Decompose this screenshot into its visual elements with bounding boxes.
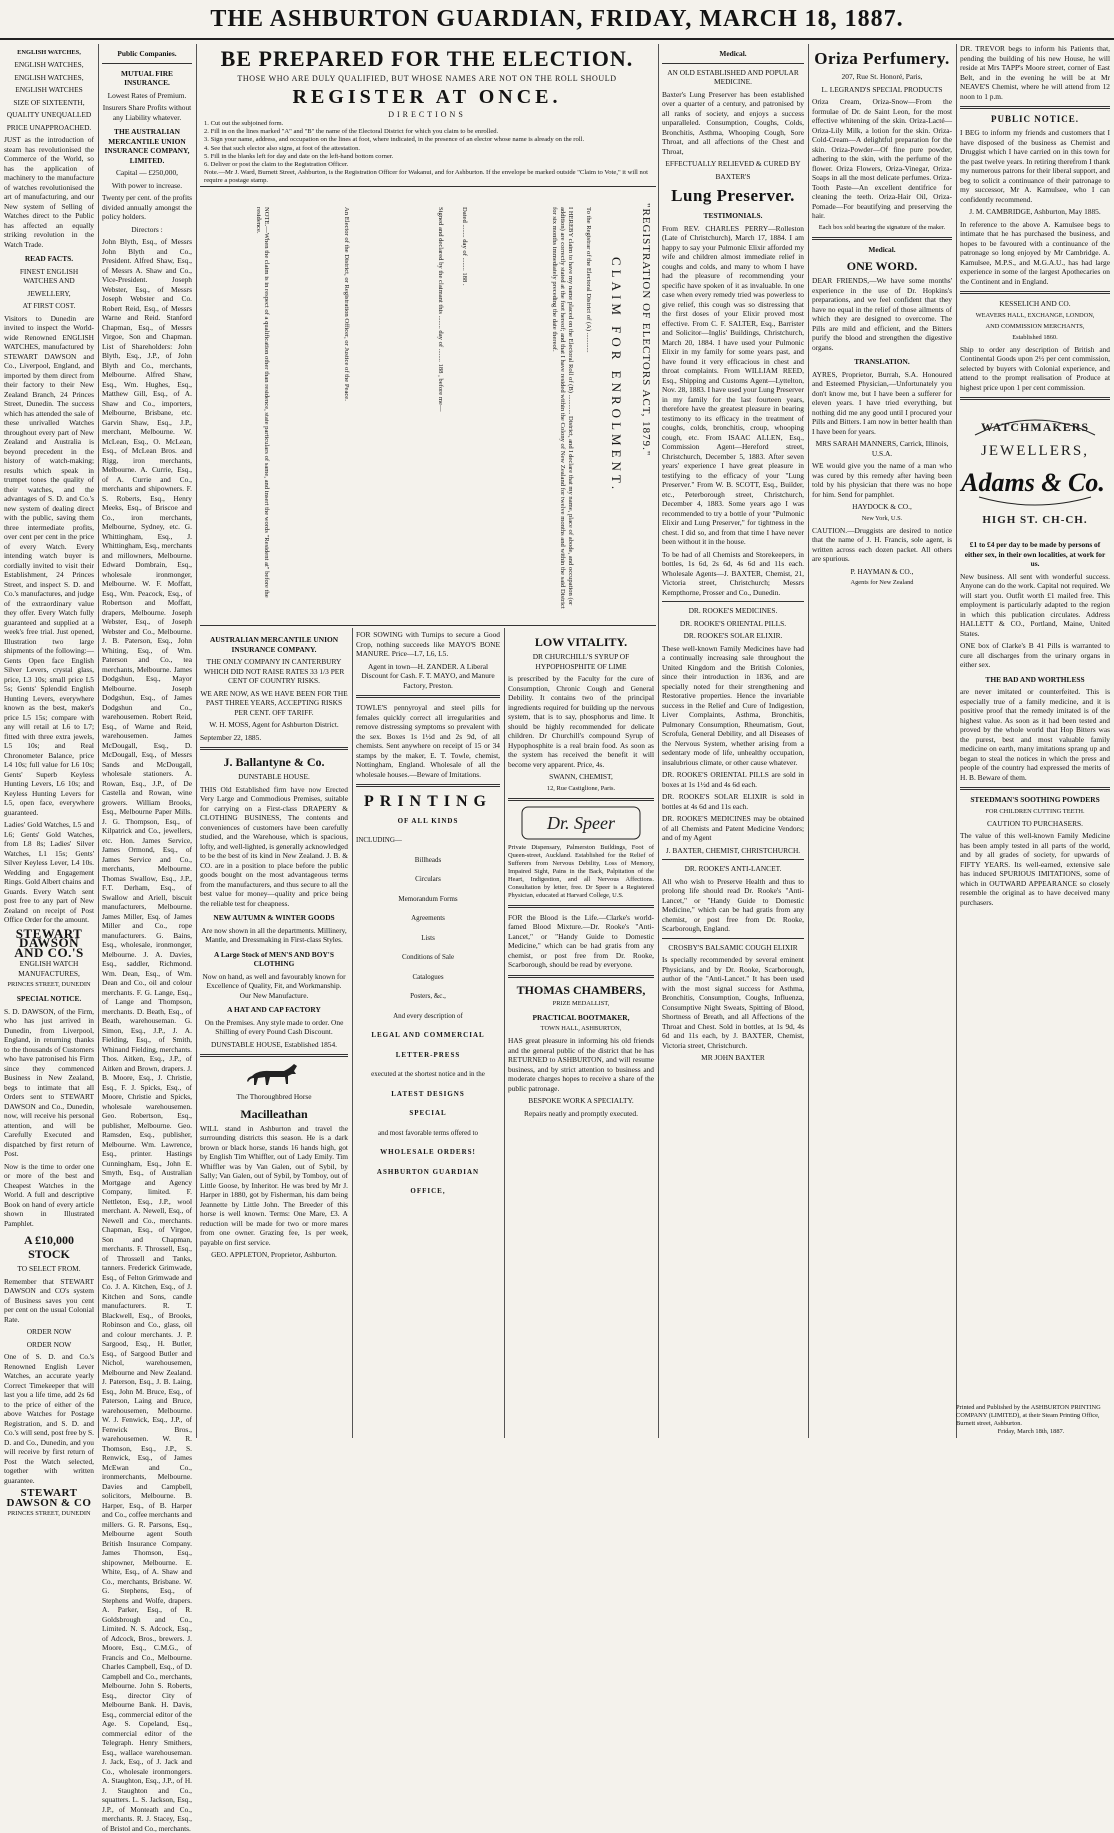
- ad-line: ENGLISH WATCH MANUFACTURES,: [18, 959, 80, 978]
- direction-item: 6. Deliver or post the claim to the Registration Officer.: [204, 161, 349, 169]
- ad-text: JUST as the introduction of steam has revolutionised the Commerce of the World, so has the application of machinery to the manufacture of watches revolutionised the art of manufacturing, and our New system of Selling of Watches direct to the Public has affected an equally striking revolution in the Watch Trade.: [4, 135, 94, 249]
- dawson-logo: STEWART DAWSON AND CO.'S: [14, 925, 84, 960]
- print-item: Catalogues: [412, 972, 444, 981]
- ad-line: BESPOKE WORK A SPECIALTY.: [528, 1096, 634, 1105]
- ad-line: CAUTION TO PURCHASERS.: [986, 818, 1084, 828]
- ad-head: £1 to £4 per day to be made by persons of either sex, in their own localities, at work for us.: [964, 540, 1106, 568]
- ad-head: ENGLISH WATCHES,: [14, 72, 84, 82]
- claim-witness: An Elector of the District, or Registration Officer, or Justice of the Peace.: [343, 207, 350, 401]
- ad-text: To be had of all Chemists and Storekeepers, in bottles, 1s 6d, 2s 6d, 4s 6d and 11s each. Wholesale Agents—J. BAXTER, Chemist, 21, Victoria street, Christchurch; Messrs Kempthorne, Prosser and Co., Dunedin.: [662, 549, 804, 597]
- ad-text: S. D. DAWSON, of the Firm, who has just arrived in Dunedin, from Liverpool, England, in returning thanks to the thousands of Customers who have patronised his Firm since they commenced Business in New Zealand, begs to intimate that all Orders sent to STEWART DAWSON and Co., Dunedin, now, will receive his personal attention, and will be Carefully Executed and dispatched by first return of Post.: [4, 1006, 94, 1158]
- column-perfumery: [812, 44, 952, 1438]
- ad-line: SIZE OF SIXTEENTH,: [13, 97, 85, 107]
- ad-line: DUNSTABLE HOUSE, Established 1854.: [210, 1039, 338, 1049]
- ad-text: Oriza Cream, Oriza-Snow—From the formulae of Dr. de Saint Leon, for the most effective whitening of the skin. Oriza-Lacté—Oriza-Lily Milk, a lotion for the skin. Oriza-Cold-Cream—A delightful preparation for the skin. Oriza-Powder—Of fine pure powder, adhering to the skin, with the perfume of the flower. Oriza Flowers, Oriza-Vinegar, Oriza-Soaps in all the most delicate perfumes. Oriza-Tooth Paste—An excellent dentifrice for cleaning the teeth. Oriza-Hair Oil, Oriza-Pomade—For beautifying and preserving the hair.: [812, 97, 952, 220]
- ad-head: TRANSLATION.: [854, 357, 910, 366]
- ad-line: ORDER NOW: [26, 1327, 72, 1336]
- claim-note: NOTE.—When the claim is in respect of a qualification other than residence, state particulars of same, and insert the words "Resident at" before the residence.: [255, 207, 270, 598]
- ad-line: FINEST ENGLISH WATCHES AND: [19, 266, 79, 285]
- print-item: Lists: [421, 933, 435, 942]
- ad-line: Agent in town—H. ZANDER. A Liberal Discount for Cash. F. T. MAYO, and Manure Factory, Preston.: [361, 661, 495, 690]
- ad-text: Now is the time to order one or more of the best and Cheapest Watches in the World. A full and descriptive Book on hand of every article shown in Illustrated Pamphlet.: [4, 1161, 94, 1228]
- adams-address: HIGH ST. CH-CH.: [982, 514, 1088, 526]
- ad-text: AYRES, Proprietor, Burrah, S.A. Honoured and Esteemed Physician,—Unfortunately you don't know me, but I have been a sufferer for eleven years. I have tried everything, but nothing did me any good until I procured your Pills and Bitters. I am now in better health than I have been for years.: [812, 369, 952, 436]
- ad-head: THE BAD AND WORTHLESS: [985, 674, 1085, 684]
- ad-line: DR. ROOKE'S ORIENTAL PILLS.: [679, 618, 787, 628]
- ad-head: TESTIMONIALS.: [703, 211, 763, 220]
- ad-head: STEEDMAN'S SOOTHING POWDERS: [970, 795, 1100, 804]
- ad-line: AN OLD ESTABLISHED AND POPULAR MEDICINE.: [667, 67, 799, 86]
- ad-line: September 22, 1885.: [200, 732, 262, 742]
- direction-item: 5. Fill in the blanks left for day and date on the left-hand bottom corner.: [204, 152, 394, 160]
- ad-text: These well-known Family Medicines have had a continually increasing sale throughout the United Kingdom and the British Colonies, since their introduction in 1836, and are specially noted for their strengthening and Restorative properties. Hence the invariable success in the Relief and Cure of Indigestion, Liver Complaints, Asthma, Bronchitis, Pulmonary Consumption, Rheumatism, Gout, Scrofula, General Debility, and all Diseases of the Nervous System, whether arising from a sedentary mode of life, unhealthy occupation, insalubrious climate, or other cause whatever.: [662, 643, 804, 767]
- print-line: INCLUDING—: [356, 836, 402, 844]
- section-head: Public Companies.: [117, 49, 177, 58]
- section-head: Medical.: [719, 49, 747, 58]
- ad-head: SPECIAL NOTICE.: [16, 994, 82, 1003]
- ad-line: DR. ROOKE'S ANTI-LANCET.: [684, 864, 782, 873]
- print-item: Conditions of Sale: [401, 953, 455, 961]
- kicker: ENGLISH WATCHES,: [17, 49, 81, 56]
- ad-line: 207, Rue St. Honoré, Paris,: [841, 72, 923, 81]
- ad-text: DR. ROOKE'S SOLAR ELIXIR is sold in bottles at 4s 6d and 11s each.: [662, 792, 804, 811]
- directions-list: [204, 120, 652, 186]
- printing-heading: PRINTING: [363, 793, 492, 810]
- ad-text: In reference to the above A. Kamulsee begs to intimate that he has purchased the business, and hopes to be favoured with a continuance of the patronage so long enjoyed by Mr Cambridge. A. Kamulsee, M.P.S., and M.G.A.U., has had large experience in some of the largest Apothecaries on the Continent and in England.: [960, 219, 1110, 286]
- print-item: Circulars: [415, 875, 441, 883]
- ad-head: AUSTRALIAN MERCANTILE UNION INSURANCE COMPANY.: [209, 635, 339, 654]
- speer-logo: [521, 806, 641, 840]
- ad-text: Ship to order any description of British and Continental Goods upon 2½ per cent commission, selected by buyers with Colonial experience, and attend to the prompt realisation of Produce at highest price upon 1 per cent commission.: [960, 344, 1110, 392]
- ad-head: Oriza Perfumery.: [814, 49, 950, 68]
- ad-text: From REV. CHARLES PERRY—Rolleston (Late of Christchurch), March 17, 1884. I am happy to say your Pulmonic Elixir afforded my wife and children almost immediate relief in coughs and colds, and many to whom I have had the pleasure of recommending your specific have spoken of it as invaluable. In one case when every remedy tried was powerless to give relief, this cough was so distressing that the first doses of your Elixir proved most effective. From C. F. SALTER, Esq., Barrister and Solicitor—Inglis' Buildings, Christchurch, March 20, 1884. I have used your Pulmonic Elixir in my family for some years past, and have found it very efficacious in chest and throat complaints. From WILLIAM REED, Esq., Shipping and Customs Agent—Lyttelton, Nov. 28, 1883. I have used your Lung Preserver in my family for the last fourteen years, therefore have the greatest pleasure in bearing testimony to its efficacy in the treatment of coughs, colds, bronchitis, croup, whooping cough, etc. From ISAAC ALLEN, Esq., Commission Agent—Hereford street, Christchurch, December 5, 1883. After seven years' experience I have great pleasure in testifying to the efficacy of your "Lung Preserver." From W. B. SCOTT, Esq., Builder, etc., Peterborough street, Christchurch, December 4, 1883. Some years ago I was recommended to try a bottle of your "Pulmonic Elixir and Lung Preserver," for tightness in the chest. I did so, and from that time I have never been without it in the house.: [662, 223, 804, 546]
- ad-line: GEO. APPLETON, Proprietor, Ashburton.: [211, 1250, 337, 1259]
- ad-line: BAXTER'S: [715, 171, 751, 181]
- ad-text: Baxter's Lung Preserver has been established over a quarter of a century, and patronised by all ranks of society, and enjoys a success unparalleled. Consumption, Coughs, Colds, Bronchitis, Asthma, Whooping Cough, Sore Throat, and all affections of the Chest and Throat,: [662, 89, 804, 156]
- ad-line: J. BAXTER, CHEMIST, CHRISTCHURCH.: [665, 845, 801, 855]
- ad-text: TOWLE'S pennyroyal and steel pills for females quickly correct all irregularities and remove distressing symptoms so prevalent with the sex. Boxes 1s 1½d and 2s 9d, of all chemists. Sent anywhere on receipt of 15 or 34 stamps by the maker, E. T. Towle, chemist, Nottingham, England. Wholesale of all the wholesale houses.—Beware of Imitations.: [356, 703, 500, 779]
- ad-line: The Thoroughbred Horse: [236, 1092, 312, 1101]
- masthead: [0, 0, 1114, 40]
- ad-text: Visitors to Dunedin are invited to inspect the World-wide Renowned ENGLISH WATCHES, manufactured by STEWART DAWSON and Co., Liverpool, England, and imported by them direct from their factory to their New Zealand Branch, 24 Princes Street, Dunedin. The success which has attended the sale of these unrivalled Watches throughout every part of New Zealand and Australia is beyond precedent in the history of watch-making; results which speak in trumpet tones the quality of their watches, and the advantages of S. D. and Co.'s new system of dealing direct with the public, saving them three intermediate profits, over cent per cent in the price of every Watch. Every intending watch buyer is cordially invited to visit their Establishment, 24 Princes Street, and inspect S. D. and Co.'s manufactures, and judge of the extraordinary value they offer. Every Watch fully guaranteed and supplied at a week's free trial. Just opened, Illustration two large shipments of the following:—Gents Open face English Silver Levers, crystal glass, price, L3 10s; small price L5 5s; Gents' Splendid English Hunting Levers, everywhere known as the best, maker's price L5 15s; compare with any will retail at L6 to L7; fitted with three extra jewels, L5 10s; and Real Chronometer Balance, price L4 10s; full value for L6 10s; Gents' Superb Keyless Hunting Levers, L6 10s; and Keyless Hunting Levers for L5, open face, everywhere guaranteed.: [4, 313, 94, 817]
- ad-line: EFFECTUALLY RELIEVED & CURED BY: [665, 159, 801, 168]
- print-line: LEGAL AND COMMERCIAL: [371, 1031, 485, 1039]
- print-item: Agreements: [411, 914, 445, 922]
- column-rule: [956, 44, 957, 1438]
- ad-head: ENGLISH WATCHES,: [14, 60, 84, 69]
- ad-head: PRACTICAL BOOTMAKER,: [532, 1012, 630, 1022]
- adams-jewellers-logo: [961, 405, 1105, 535]
- ad-head: Lung Preserver.: [671, 186, 795, 205]
- ad-line: TOWN HALL, ASHBURTON,: [540, 1025, 622, 1032]
- horse-name: Macilleathan: [240, 1106, 308, 1121]
- print-item: Billheads: [414, 855, 442, 864]
- print-line: and most favorable terms offered to: [378, 1128, 478, 1137]
- ad-line: Lowest Rates of Premium.: [107, 90, 187, 100]
- ad-head: THE AUSTRALIAN MERCANTILE UNION INSURANCE COMPANY, LIMITED.: [104, 127, 190, 165]
- print-line: SPECIAL: [409, 1109, 447, 1117]
- print-line: WHOLESALE ORDERS!: [380, 1148, 476, 1156]
- print-line: OFFICE,: [410, 1187, 446, 1195]
- print-line: LATEST DESIGNS: [391, 1089, 465, 1098]
- section-head: Medical.: [868, 244, 896, 254]
- column-rule: [196, 44, 197, 1438]
- ad-line: MR JOHN BAXTER: [701, 1053, 765, 1062]
- column-medical: [662, 44, 804, 1438]
- ad-line: DUNSTABLE HOUSE.: [238, 772, 310, 781]
- ad-line: JEWELLERY,: [27, 288, 71, 298]
- ad-text: DR. ROOKE'S MEDICINES may be obtained of all Chemists and Patent Medicine Vendors; and of my Agent: [662, 814, 804, 842]
- ad-head: PUBLIC NOTICE.: [990, 114, 1079, 124]
- ad-line: SWANN, CHEMIST,: [549, 772, 613, 781]
- ad-line: Capital — £250,000,: [116, 168, 178, 177]
- ad-head: A Large Stock of MEN'S AND BOY'S CLOTHING: [214, 949, 334, 968]
- ad-line: HAYDOCK & CO.,: [852, 502, 912, 511]
- ad-head: LOW VITALITY.: [534, 635, 628, 649]
- claim-signed: Signed and declared by the claimant this ........ day of ........ 188 , before me—: [437, 207, 444, 412]
- claim-title: CLAIM FOR ENROLMENT.: [609, 257, 624, 494]
- direction-item: 3. Sign your name, address, and occupation on the lines at foot, where indicated, in the presence of an elector whose name is already on the roll.: [204, 136, 585, 144]
- ad-line: W. H. MOSS, Agent for Ashburton District.: [209, 720, 339, 729]
- print-item: Memorandum Forms: [398, 894, 458, 903]
- ad-head: READ FACTS.: [24, 254, 74, 263]
- ad-text: Private Dispensary, Palmerston Buildings, Foot of Queen-street, Auckland. Established for the Relief of Sufferers from Nervous Debility, Loss of Memory, Impaired Sight, Pains in the Back, Palpitation of the Heart, Indigestion, and all Nervous Affections. Consultation by letter, free. Dr Speer is a Registered Physician, educated at Harvard College, U.S.: [508, 843, 654, 899]
- column-rule: [352, 628, 353, 1438]
- print-item: Posters, &c.,: [410, 992, 446, 1000]
- direction-item: 2. Fill in on the lines marked "A" and "B" the name of the Electoral District for which you claim to be enrolled.: [204, 128, 499, 136]
- ad-head: THOMAS CHAMBERS,: [516, 982, 646, 997]
- print-line: ASHBURTON GUARDIAN: [376, 1167, 480, 1176]
- ad-text: FOR the Blood is the Life.—Clarke's world-famed Blood Mixture.—Dr. Rooke's "Anti-Lancet," or "Handy Guide to Domestic Medicine," which can be had gratis from any chemist, or post free from Dr. Rooke, Scarborough, should be read by everyone.: [508, 912, 654, 969]
- claim-to: To the Registrar of the Electoral District of (A) ............: [585, 207, 592, 353]
- column-watches: [4, 44, 94, 1517]
- ad-text: Twenty per cent. of the profits divided annually amongst the policy holders.: [102, 193, 192, 221]
- ad-line: CROSBY'S BALSAMIC COUGH ELIXIR: [668, 942, 798, 952]
- ad-line: L. LEGRAND'S SPECIAL PRODUCTS: [821, 84, 943, 94]
- ad-line: PRICE UNAPPROACHED.: [6, 122, 92, 132]
- ad-line: WE ARE NOW, AS WE HAVE BEEN FOR THE PAST THREE YEARS, ACCEPTING RISKS PER CENT. OFF TARIFF.: [200, 688, 348, 717]
- ad-line: PRIZE MEDALLIST,: [552, 999, 610, 1007]
- claim-form: [200, 186, 656, 626]
- print-line: And every description of: [393, 1011, 463, 1020]
- ad-text: Is specially recommended by several eminent Physicians, and by Dr. Rooke, Scarborough, author of the "Anti-Lancet." It has been used with the most signal success for Asthma, Bronchitis, Consumption, Coughs, Influenza, Consumptive Night Sweats, Spitting of Blood, Shortness of Breath, and all Affections of the Throat and Chest. Sold in bottles, at 1s 9d, 4s 6d and 11s each, by J. BAXTER, Chemist, Victoria street, Christchurch.: [662, 955, 804, 1050]
- imprint-date: Friday, March 18th, 1887.: [997, 1428, 1065, 1435]
- ad-text: John Blyth, Esq., of Messrs John Blyth and Co., President. Alfred Shaw, Esq., of Messrs A. Shaw and Co., Vice-President. Joseph Webster, Esq., of Messrs Joseph Webster and Co. Robert Reid, Esq., of Messrs Warne and Reid. Stanford Chapman, Esq., of Messrs Virgoe, Son and Chapman. List of Shareholders: John Blyth, Esq., J.P., of John Blyth and Co., merchants, Melbourne. Alfred Shaw, Esq., Wm. Hughes, Esq., Matthew Gill, Esq., of A. Shaw and Co., importers, Melbourne, Brisbane, etc. Garvin Shaw, Esq., J.P., merchant, Melbourne. W. McLean, Esq., O. McLean, Esq., of McLean Bros. and Rigg, iron merchants, Melbourne. A. Currie, Esq., of A. Currie and Co., merchants and shipowners. F. S. Roberts, Esq., Henry Meeks, Esq., of Briscoe and Co., iron merchants, Melbourne, Sydney, etc. G. Whittingham, Esq., J. Whittingham, Esq., merchants and millowners, Melbourne. Edward Dombrain, Esq., wholesale ironmonger, Melbourne. W. F. Moffatt, Esq., Wm. Peacock, Esq., of Robertson and Moffatt, drapers, Melbourne. Joseph Webster, Esq., of Joseph Webster and Co., Melbourne. J. B. Paterson, Esq., John Whiting, Esq., of Wm. Paterson and Co., tea merchants, Melbourne. James Dodgshun, Esq., Mayor Melbourne. Joseph Dodgshun, Esq., of James Dodgshun and Co., warehousemen. Robert Reid, Esq., of Warne and Reid, warehousemen. James McDougall, Esq., D. McDougall, Esq., of Messrs Sands and McDougall, wholesale stationers. A. Rowan, Esq., J.P., of De Castella and Rowan, wine growers. William Brooks, Esq., Melbourne Paper Mills. J. G. Thompson, Esq., of Kilpatrick and Co., jewellers, etc. Hon. James Service, James Ormond, Esq., of James Service and Co., merchants, Melbourne. Thomas Swallow, Esq., J.P., F.T. Derham, Esq., of Swallow and Ariell, biscuit manufacturers, Melbourne. James Miller, Esq. of James Miller and Co., rope manufacturers. G. Bains, Esq., wholesale, ironmonger, Melbourne. J. A. Davies, Esq., saddler, Richmond. Wm. Dean, Esq., of Wm. Dean and Co., oil and colour merchants. F. G. Lange, Esq., of Lange and Thompson, merchants. D. Beath, Esq., of Beath, warehouseman. G. Simon, Esq., J.P., J. A. Fielding, Esq., of Smith, Whinand Fielding, merchants. Thos. Aitken, Esq., J.P., of Aitken and Brown, drapers. J. B. Moore, Esq., J. Christie, Esq., F. J. Spicks, Esq., of Moore, Christie and Spicks, wholesale warehousemen. Geo. Robertson, Esq., publisher, Melbourne. Geo. Ramsden, Esq., publisher, Melbourne. Wm. Lawrence, Esq., printer. Hastings Cunningham, Esq., John E. Smyth, Esq., of Australian Mortgage and Agency Company, limited. F. Nettleton, Esq., J.P., wool merchant. A. Newell, Esq., of Newell and Co., merchants. Chapman, Esq., of Virgoe, Son and Chapman, merchants. F. Throssell, Esq., of Throssell and Tanks, tanners. Frederick Grimwade, Esq., of Felton Grimwade and Co. J. A. Kitchen, Esq., of J. Kitchen and Sons, candle manufacturers. R. T. Blackwell, Esq., of Brooks, Robinson and Co., glass, oil and colour merchants. J. P. Sargood, Esq., H. Butler, Esq., of Sargood Butler and Nichol, warehousemen, Melbourne and New Zealand. J. Paterson, Esq., J. B. Laing, Esq., John M. Bruce, Esq., of Paterson, Laing and Bruce, warehousemen, Melbourne. W. J. Fenwick, Esq., J.P., of Fenwick Bros., warehousemen. W. R. Thomson, Esq., J.P., S. Renwick, Esq., of James McEwan and Co., ironmerchants, Melbourne. Davies and Campbell, solicitors, Melbourne. B. Harper, Esq., of B. Harper and Co., coffee merchants and millers. G. R. Parsons, Esq., Melbourne agent South British Insurance Company. James Thomson, Esq., shipowner, Melbourne. E. White, Esq., of A. Shaw and Co., merchants, Brisbane. W. G. Stephens, Esq., of Stephens and Wolfe, drapers. A. Parker, Esq., of R. Goldsbrough and Co., Limited. N. S. Adcock, Esq., of Adcock, Bros., brewers. J. Moore, Esq., C.M.G., of Francis and Co., Melbourne. Charles Campbell, Esq., of D. Campbell and Co., merchants, Melbourne. John S. Roberts, Esq., director City of Melbourne Bank. H. Davis, Esq., commercial editor of the Age. S. Copeland, Esq., commercial editor of the Telegraph. Henry Smithers, Esq., wallace warehouseman. J. Jack, Esq., of J. Jack and Co., wholesale ironmongers. A. Staughton, Esq., J.P., of H. J. Staughton and Co., squatters. L. S. Jackson, Esq., J.P., of Monteath and Co., merchants. R. J. Stacey, Esq., of Bristol and Co., merchants.: [102, 237, 192, 1833]
- ad-line: KESSELICH AND CO.: [999, 299, 1071, 308]
- ad-line: J. M. CAMBRIDGE, Ashburton, May 1885.: [969, 207, 1101, 216]
- ad-line: Are now shown in all the departments. Millinery, Mantle, and Dressmaking in First-class Styles.: [201, 925, 347, 944]
- ad-line: On the Premises. Any style made to order. One Shilling of every Pound Cash Discount.: [204, 1017, 344, 1036]
- masthead-title: THE ASHBURTON GUARDIAN, FRIDAY, MARCH 18, 1887.: [210, 6, 904, 32]
- adams-script: Adams & Co.: [961, 468, 1105, 497]
- column-insurance-drapery: [200, 630, 348, 1438]
- column-rule: [808, 44, 809, 1438]
- print-line: OF ALL KINDS: [397, 816, 459, 825]
- ad-text: DR. ROOKE'S ORIENTAL PILLS are sold in boxes at 1s 1½d and 4s 6d each.: [662, 770, 804, 789]
- ad-head: ENGLISH WATCHES: [15, 85, 83, 94]
- ad-line: AND COMMISSION MERCHANTS,: [985, 322, 1085, 330]
- ad-text: Remember that STEWART DAWSON and CO's system of Business saves you cent per cent on the usual Colonial Rate.: [4, 1276, 94, 1324]
- ad-line: DR CHURCHILL'S SYRUP OF HYPOPHOSPHITE OF LIME: [532, 652, 630, 671]
- ad-head: A HAT AND CAP FACTORY: [227, 1005, 321, 1014]
- ad-line: Directors :: [131, 224, 163, 234]
- ad-head: MUTUAL FIRE INSURANCE.: [121, 68, 173, 87]
- ad-text: Ladies' Gold Watches, L5 and L6; Gents' Gold Watches, from L8 8s; Ladies' Silver Watches, L1 15s; Gents' Silver Keyless Lever, L4 10s. Wedding and Engagement Rings. Gold Albert chains and Guards. Every Watch sent post free to any part of New Zealand on receipt of Post Office Order for the amount.: [4, 820, 94, 924]
- claim-dated: Dated ........ day of ........ 188 .: [461, 207, 468, 286]
- ad-text: WILL stand in Ashburton and travel the surrounding districts this season. He is a dark brown or black horse, stands 16 hands high, got by English Tim Whiffler, out of Lady Emily. Tim Whiffler was by Van Galen, out of Sybil, by Sally; Van Galen, out of Sybil, by Tomboy, out of Little Goose, by Inheritor. He was bred by Mr J. Harper in 1880, got by Fisherman, his dam being Jeannette by Little John. The Breeder of this horse is well known. Terms: One Mare, £3. A reduction will be made for two or more mares from one owner. Grazing fee, 1s per week, payable on first service.: [200, 1123, 348, 1247]
- ad-line: Now on hand, as well and favourably known for Excellence of Quality, Fit, and Workmanship. Our New Manufacture.: [202, 971, 346, 1000]
- ad-head: ONE WORD.: [846, 259, 918, 273]
- ad-line: PRINCES STREET, DUNEDIN: [7, 1510, 91, 1517]
- election-title: BE PREPARED FOR THE ELECTION.: [220, 46, 634, 71]
- watchmakers-text: WATCHMAKERS: [980, 420, 1090, 434]
- ad-text: One of S. D. and Co.'s Renowned English Lever Watches, an accurate yearly Correct Timekeeper that will last you a life time, add 2s 6d to the price of either of the above Watches for Postage Registration, and S. D. and Co.'s will send, post free by S. D. and Co., Dunedin, and you will receive by first return of Post the Watch selected, together with written guarantee.: [4, 1352, 94, 1485]
- ad-text: THIS Old Established firm have now Erected Very Large and Commodious Premises, suitable for carrying on a First-class DRAPERY & CLOTHING BUSINESS, The contents and conveniences of customers have been carefully studied, and the Warehouse, which is spacious, lofty, and well-lighted, is generally acknowledged to be the best of its kind in New Zealand. J. B. & CO. are in a position to place before the public goods bought on the most advantageous terms from the manufacturers, and thus secure to all the best value for money—quality and price being the reliable test for cheapness.: [200, 784, 348, 908]
- ad-text: The value of this well-known Family Medicine has been amply tested in all parts of the world, and by all grades of society, for upwards of FIFTY YEARS. Its well-earned, extensive sale has induced SPURIOUS IMITATIONS, some of which in OUTWARD APPEARANCE so closely resemble the original as to have deceived many purchasers.: [960, 831, 1110, 907]
- imprint-text: Printed and Published by the ASHBURTON PRINTING COMPANY (LIMITED), at their Steam Printing Office, Burnett street, Ashburton.: [956, 1404, 1101, 1427]
- ad-text: WE would give you the name of a man who was cured by this remedy after having been told by his physician that there was no hope for him. Send for pamphlet.: [812, 461, 952, 499]
- register-heading: REGISTER AT ONCE.: [292, 86, 562, 108]
- column-printing: [356, 630, 500, 1438]
- election-sub: THOSE WHO ARE DULY QUALIFIED, BUT WHOSE NAMES ARE NOT ON THE ROLL SHOULD: [237, 74, 617, 83]
- ad-line: WEAVERS HALL, EXCHANGE, LONDON,: [975, 311, 1095, 319]
- ad-line: Repairs neatly and promptly executed.: [524, 1108, 638, 1118]
- ad-line: MRS SARAH MANNERS, Carrick, Illinois, U.S.A.: [815, 439, 949, 458]
- ad-line: Agents for New Zealand: [850, 579, 914, 586]
- imprint: [956, 1404, 1106, 1436]
- ad-text: DEAR FRIENDS,—We have some months' experience in the use of Dr. Hopkins's preparations, and we feel confident that they have no equal in the relief of those ailments of which they are designed to overcome. The Pills are mild and efficient, and the Bitters purify the blood and strengthen the digestive organs.: [812, 276, 952, 352]
- column-rule: [98, 44, 99, 1438]
- speer-logo-text: Dr. Speer: [547, 812, 615, 833]
- column-medicines: [508, 630, 654, 1438]
- ad-line: New York, U.S.: [861, 514, 903, 522]
- ad-line: P. HAYMAN & CO.,: [850, 566, 914, 576]
- ad-line: Insurers Share Profits without any Liability whatever.: [102, 103, 192, 122]
- ad-head: NEW AUTUMN & WINTER GOODS: [213, 913, 335, 922]
- ad-line: FOR CHILDREN CUTTING TEETH.: [985, 807, 1085, 815]
- ad-text: ONE box of Clarke's B 41 Pills is warranted to cure all discharges from the urinary organs in either sex.: [960, 641, 1110, 669]
- column-rule: [504, 628, 505, 1438]
- ad-head: J. Ballantyne & Co.: [223, 755, 325, 769]
- ad-text: I BEG to inform my friends and customers that I have disposed of the business as Chemist and Druggist which I have carried on in this town for the past twelve years. In retiring therefrom I thank my numerous patrons for their liberal support, and beg to solicit a continuance of their patronage to my successor, Mr A. Kamulsee, who I can confidently recommend.: [960, 128, 1110, 204]
- column-companies: [102, 44, 192, 1833]
- column-notices: [960, 44, 1110, 1384]
- direction-item: 1. Cut out the subjoined form.: [204, 120, 284, 127]
- ad-text: All who wish to Preserve Health and thus to prolong life should read Dr. Rooke's "Anti-Lancet," or "Handy Guide to Domestic Medicine," which can be had gratis from any chemist, or post free from Dr. Rooke, Scarborough, England.: [662, 876, 804, 933]
- direction-item: 4. See that such elector also signs, at foot of the attestation.: [204, 144, 361, 152]
- ad-text: is prescribed by the Faculty for the cure of Consumption, Chronic Cough and General Debility. It contains two of the principal ingredients required for building up the nervous system, that is to say, phosphorus and lime. It should be highly recommended for delicate children. Dr Churchill's compound Syrup of Hypophosphite is a real brain food. As soon as the system has received the benefit it will become very apparent. Price, 4s.: [508, 674, 654, 769]
- ad-line: 12, Rue Castiglione, Paris.: [546, 784, 616, 792]
- ad-line: AT FIRST COST.: [22, 301, 76, 310]
- ad-line: Each box sold bearing the signature of the maker.: [818, 223, 946, 231]
- ad-text: are never imitated or counterfeited. This is especially true of a family medicine, and it is positive proof that the remedy imitated is of the highest value. As soon as it had been tested and proved by the whole world that Hop Bitters was the purest, best and most valuable family medicine on earth, many imitations sprang up and began to steal the notices in which the press and people of the country had expressed the merits of H. B. Beware of them.: [960, 687, 1110, 782]
- claim-body: I HEREBY claim to have my name placed on the Electoral Roll of (B) ............ District, and I declare that my name, place of abode, and occupation (or addition) are correctly stated at the foot hereof; and that I have resided within the Colony of New Zealand for twelve months and within the said District for six months immediately preceding the date thereof.: [551, 207, 574, 609]
- ad-line: TO SELECT FROM.: [17, 1264, 81, 1273]
- ad-head: A £10,000 STOCK: [23, 1233, 74, 1261]
- ad-line: Established 1860.: [1012, 333, 1058, 341]
- dawson-logo: STEWART DAWSON & CO: [6, 1487, 92, 1509]
- claim-act: "REGISTRATION OF ELECTORS ACT, 1879.": [640, 203, 652, 457]
- ad-text: CAUTION.—Druggists are desired to notice that the name of J. H. Francis, sole agent, is written across each dozen packet. All others are spurious.: [812, 525, 952, 563]
- direction-item: Note.—Mr J. Ward, Burnett Street, Ashburton, is the Registration Officer for Wakanui, and for Ashburton. If the envelope be marked outside "Claim to Vote," it will not require a postage stamp.: [204, 169, 648, 185]
- column-rule: [658, 44, 659, 1438]
- ad-line: With power to increase.: [111, 180, 183, 190]
- horse-illustration: [244, 1062, 304, 1088]
- ad-text: HAS great pleasure in informing his old friends and the general public of the district that he has RETURNED to ASHBURTON, and will resume business, and by strict attention to business and moderate charges hopes to receive a share of the public patronage.: [508, 1036, 654, 1093]
- ad-line: THE ONLY COMPANY IN CANTERBURY WHICH DID NOT RAISE RATES 33 1/3 PER CENT OF COUNTRY RISKS.: [203, 657, 345, 685]
- ad-line: DR. ROOKE'S MEDICINES.: [688, 606, 778, 615]
- print-line: executed at the shortest notice and in the: [371, 1070, 485, 1078]
- directions-heading: DIRECTIONS: [388, 110, 466, 119]
- ad-text: New business. All sent with wonderful success. Anyone can do the work. Capital not required. We will start you. Outfit worth £1 mailed free. This employment is particularly adapted to the region in which this publication circulates. Address HALLETT & CO., Portland, Maine, United States.: [960, 571, 1110, 638]
- ad-text: DR. TREVOR begs to inform his Patients that, pending the building of his new House, he will reside at Mrs TAPP's Moore street, corner of East Belt, and in the evening he will be at Mr NEAVE'S Chemist, where he will attend from 12 noon to 1 p.m.: [960, 44, 1110, 101]
- ad-line: PRINCES STREET, DUNEDIN: [7, 981, 91, 988]
- print-line: LETTER-PRESS: [395, 1050, 461, 1059]
- jewellers-text: JEWELLERS,: [981, 443, 1089, 459]
- ad-line: ORDER NOW: [26, 1339, 72, 1349]
- ad-line: QUALITY UNEQUALLED: [6, 110, 92, 119]
- ad-line: DR. ROOKE'S SOLAR ELIXIR.: [683, 631, 783, 640]
- ad-text: FOR SOWING with Turnips to secure a Good Crop, nothing succeeds like MAYO'S BONE MANURE. Price—L7, L6, L5.: [356, 630, 500, 658]
